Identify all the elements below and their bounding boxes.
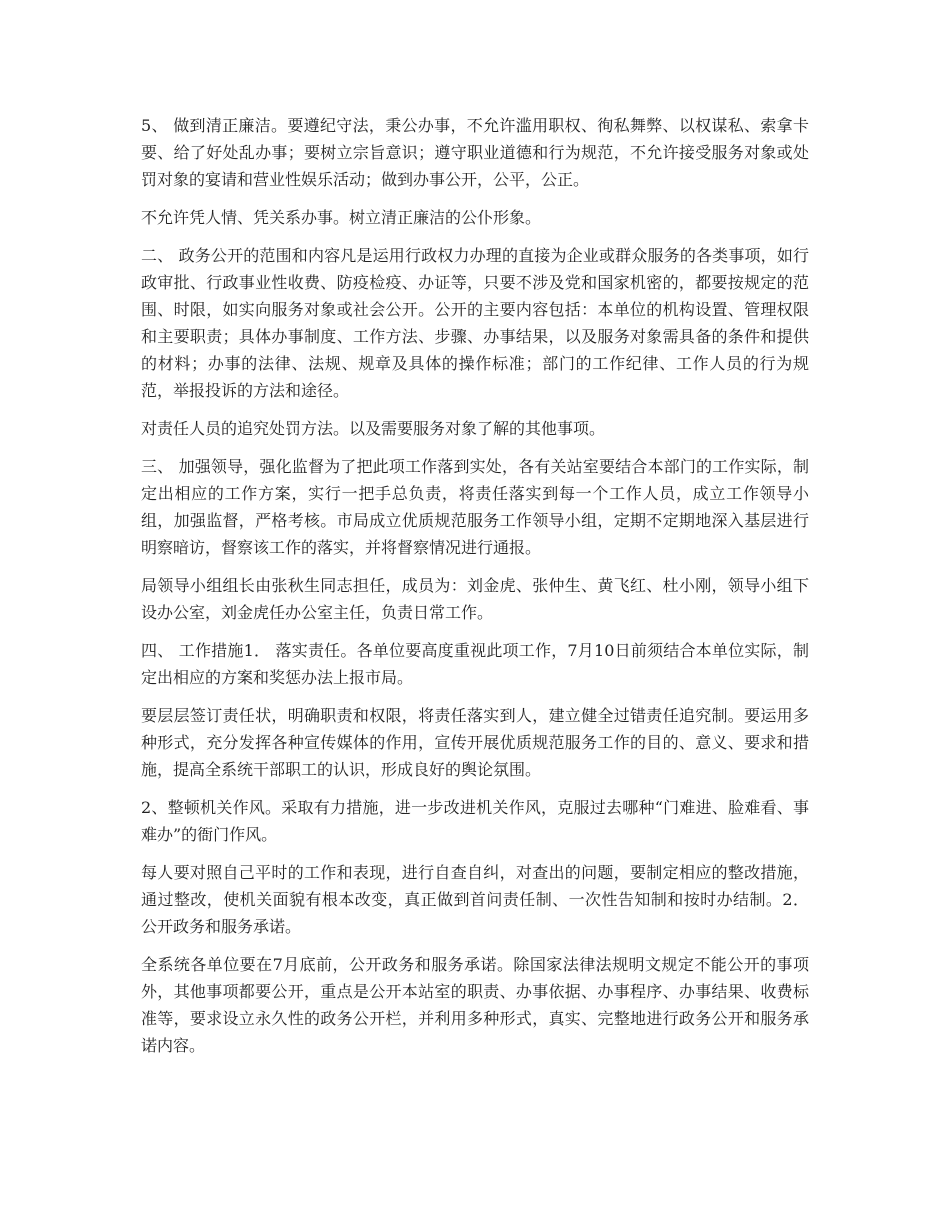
paragraph-responsibility: 要层层签订责任状，明确职责和权限，将责任落实到人，建立健全过错责任追究制。要运用多种形式，充分发挥各种宣传媒体的作用，宣传开展优质规范服务工作的目的、意义、要求和措施，提高全系统干部职工的认识，形成良好的舆论氛围。 xyxy=(141,706,809,779)
paragraph-work-style: 2、整顿机关作风。采取有力措施，进一步改进机关作风，克服过去哪种“门难进、脸难看、事难办”的衙门作风。 xyxy=(141,798,809,844)
paragraph-integrity-image: 不允许凭人情、凭关系办事。树立清正廉洁的公仆形象。 xyxy=(141,208,542,227)
paragraph-disclosure-scope: 二、 政务公开的范围和内容凡是运用行政权力办理的直接为企业或群众服务的各类事项，如行政审批、行政事业性收费、防疫检疫、办证等，只要不涉及党和国家机密的，都要按规定的范围、时限，如实向服务对象或社会公开。公开的主要内容包括：本单位的机构设置、管理权限和主要职责；具体办事制度、工作方法、步骤、办事结果，以及服务对象需具备的条件和提供的材料；办事的法律、法规、规章及具体的操作标准；部门的工作纪律、工作人员的行为规范，举报投诉的方法和途径。 xyxy=(141,246,809,400)
document-page xyxy=(141,112,809,1070)
paragraph-public-commitment: 全系统各单位要在7月底前，公开政务和服务承诺。除国家法律法规明文规定不能公开的事项外，其他事项都要公开，重点是公开本站室的职责、办事依据、办事程序、办事结果、收费标准等，要求设立永久性的政务公开栏，并利用多种形式，真实、完整地进行政务公开和服务承诺内容。 xyxy=(141,955,809,1055)
paragraph-accountability: 对责任人员的追究处罚方法。以及需要服务对象了解的其他事项。 xyxy=(141,419,606,438)
paragraph-leading-group: 局领导小组组长由张秋生同志担任，成员为：刘金虎、张仲生、黄飞红、杜小刚，领导小组下设办公室，刘金虎任办公室主任，负责日常工作。 xyxy=(141,576,809,622)
paragraph-integrity: 5、 做到清正廉洁。要遵纪守法，秉公办事，不允许滥用职权、徇私舞弊、以权谋私、索拿卡要、给了好处乱办事；要树立宗旨意识；遵守职业道德和行为规范，不允许接受服务对象或处罚对象的宴请和营业性娱乐活动；做到办事公开，公平，公正。 xyxy=(141,116,809,189)
paragraph-self-inspection: 每人要对照自己平时的工作和表现，进行自查自纠，对查出的问题，要制定相应的整改措施，通过整改，使机关面貌有根本改变，真正做到首问责任制、一次性告知制和按时办结制。2． 公开政务和服务承诺。 xyxy=(141,863,809,936)
paragraph-measures: 四、 工作措施1． 落实责任。各单位要高度重视此项工作，7月10日前须结合本单位实际，制定出相应的方案和奖惩办法上报市局。 xyxy=(141,641,809,687)
paragraph-leadership: 三、 加强领导，强化监督为了把此项工作落到实处，各有关站室要结合本部门的工作实际，制定出相应的工作方案，实行一把手总负责，将责任落实到每一个工作人员，成立工作领导小组，加强监督，严格考核。市局成立优质规范服务工作领导小组，定期不定期地深入基层进行明察暗访，督察该工作的落实，并将督察情况进行通报。 xyxy=(141,457,809,557)
